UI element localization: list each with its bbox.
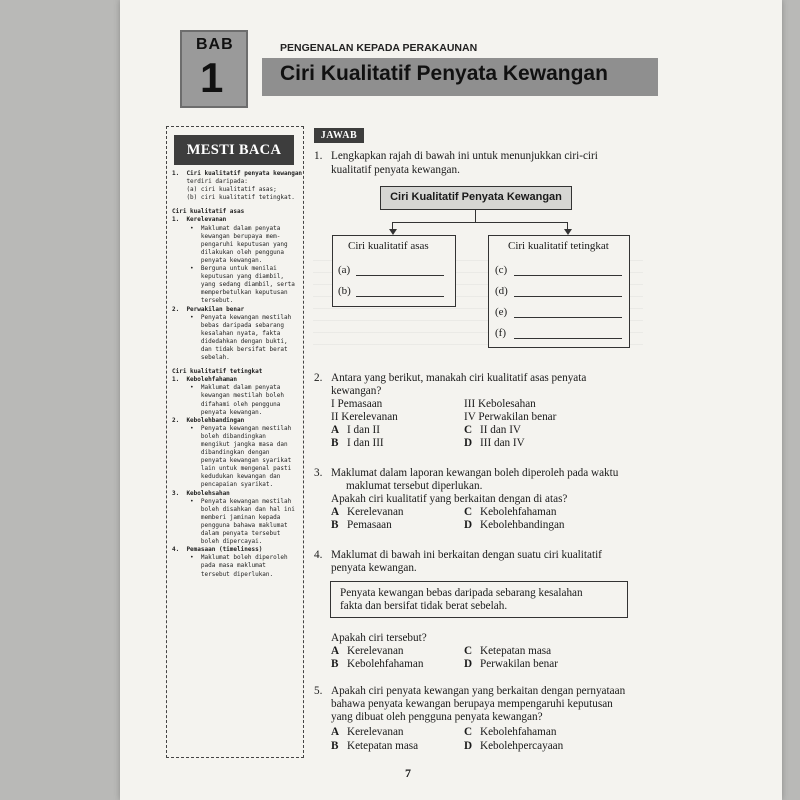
q5-option-letter: C [464, 726, 473, 738]
q4-text-line3: Apakah ciri tersebut? [331, 632, 427, 644]
q3-option-text[interactable]: Kebolehfahaman [480, 506, 557, 518]
sidebar-note-line: kesalahan nyata, fakta [172, 329, 281, 337]
sidebar-note-line: boleh disahkan dan hal ini [172, 505, 295, 513]
q2-option-text[interactable]: III dan IV [480, 437, 525, 449]
sidebar-note-line: didedahkan dengan bukti, [172, 337, 288, 345]
q3-text-line1: Maklumat dalam laporan kewangan boleh diperoleh pada waktu [331, 467, 619, 479]
q4-option-letter: A [331, 645, 340, 657]
sidebar-note-line: 1. Kebolehfahaman [172, 376, 238, 384]
sidebar-note-line: 1. Ciri kualitatif penyata kewangan [172, 170, 303, 177]
sidebar-note-line: tersebut. [172, 297, 234, 305]
q5-option-letter: A [331, 726, 340, 738]
q5-text-line1: Apakah ciri penyata kewangan yang berkaitan dengan pernyataan [331, 685, 626, 697]
sidebar-note-line: terdiri daripada: [172, 178, 248, 186]
sidebar-note-line: pencapaian syarikat. [172, 481, 274, 489]
q4-option-text[interactable]: Ketepatan masa [480, 645, 552, 657]
sidebar-note-line: Ciri kualitatif asas [172, 208, 245, 216]
sidebar-note-line: keputusan yang diambil, [172, 273, 284, 281]
sidebar-note-line: 4. Pemasaan (timeliness) [172, 546, 263, 554]
sidebar-note-line: kewangan mestilah boleh [172, 392, 284, 400]
sidebar-note-line: 1. Kerelevanan [172, 216, 227, 224]
answer-label-a: (a) [338, 264, 351, 276]
sidebar-note-line: penyata kewangan. [172, 256, 263, 264]
answer-blank-c[interactable] [514, 275, 622, 276]
sidebar-note-line: penyata kewangan syarikat [172, 457, 292, 465]
jawab-label: JAWAB [314, 128, 364, 143]
q2-option-letter: C [464, 424, 473, 436]
q2-option-text[interactable]: II dan IV [480, 424, 522, 436]
q1-number: 1. [314, 150, 323, 162]
q3-text-line2: maklumat tersebut diperlukan. [346, 480, 483, 492]
sidebar-note-line: mengikut jangka masa dan [172, 441, 288, 448]
q2-text-line1: Antara yang berikut, manakah ciri kualitatif asas penyata [331, 372, 587, 384]
sidebar-note-line: dibandingkan dengan [172, 449, 270, 457]
sidebar-note-line: 2. Kebolehbandingan [172, 416, 245, 424]
q4-option-text[interactable]: Kerelevanan [347, 645, 404, 657]
unit-subtitle: PENGENALAN KEPADA PERAKAUNAN [280, 42, 478, 54]
sidebar-note-line: boleh dibandingkan [172, 432, 266, 440]
q5-number: 5. [314, 685, 323, 697]
sidebar-note-line: tersebut diperlukan. [172, 570, 274, 578]
q4-option-text[interactable]: Perwakilan benar [480, 658, 558, 670]
q4-text-line2: penyata kewangan. [331, 562, 417, 574]
q2-option-letter: D [464, 437, 473, 449]
sidebar-note-line: • Penyata kewangan mestilah [172, 497, 292, 505]
q5-option-text[interactable]: Ketepatan masa [347, 740, 419, 752]
q2-statement: IV Perwakilan benar [464, 411, 557, 423]
q2-statement: II Kerelevanan [331, 411, 398, 423]
sidebar-note-line: • Berguna untuk menilai [172, 265, 277, 273]
q5-text-line2: bahawa penyata kewangan berupaya mempengaruhi keputusan [331, 698, 613, 710]
answer-blank-d[interactable] [514, 296, 622, 297]
sidebar-note-line: • Maklumat dalam penyata [172, 224, 281, 232]
q1-text-line1: Lengkapkan rajah di bawah ini untuk menunjukkan ciri-ciri [331, 150, 598, 162]
q3-number: 3. [314, 467, 323, 479]
answer-label-e: (e) [495, 306, 508, 318]
sidebar-note-line: dalam penyata tersebut [172, 530, 281, 538]
answer-blank-a[interactable] [356, 275, 444, 276]
answer-label-d: (d) [495, 285, 508, 297]
sidebar-note-line: memperbetulkan keputusan [172, 289, 288, 297]
q5-option-text[interactable]: Kebolehpercayaan [480, 740, 564, 752]
sidebar-note-line: (a) ciri kualitatif asas; [172, 186, 277, 194]
sidebar-note-line: sebelah. [172, 354, 230, 362]
chapter-number: 1 [200, 54, 224, 101]
q5-option-letter: B [331, 740, 339, 752]
sidebar-notes [172, 170, 303, 579]
sidebar-note-line: kedudukan kewangan dan [172, 473, 281, 481]
q4-option-letter: C [464, 645, 473, 657]
q4-box-line1: Penyata kewangan bebas daripada sebarang kesalahan [340, 587, 583, 599]
sidebar-note-line: dan tidak bersifat berat [172, 345, 288, 353]
sidebar-note-line: • Maklumat dalam penyata [172, 384, 281, 392]
diagram-title-box: Ciri Kualitatif Penyata Kewangan [380, 186, 572, 210]
sidebar-note-line: pengaruhi keputusan yang [172, 240, 288, 248]
q2-option-text[interactable]: I dan II [347, 424, 380, 436]
q2-text-line2: kewangan? [331, 385, 382, 397]
q3-option-letter: C [464, 506, 473, 518]
sidebar-note-line: memberi jaminan kepada [172, 513, 281, 521]
q3-option-letter: D [464, 519, 473, 531]
sidebar-note-line: (b) ciri kualitatif tetingkat. [172, 194, 295, 202]
sidebar-note-line: 2. Perwakilan benar [172, 305, 245, 313]
q1-text-line2: kualitatif penyata kewangan. [331, 164, 460, 176]
sidebar-note-line: penyata kewangan. [172, 408, 263, 416]
chapter-label: BAB [196, 36, 234, 53]
sidebar-note-line: boleh dipercayai. [172, 538, 263, 546]
q4-option-letter: B [331, 658, 339, 670]
q5-option-letter: D [464, 740, 473, 752]
sidebar-note-line: dilakukan oleh pengguna [172, 248, 284, 256]
q3-option-text[interactable]: Kebolehbandingan [480, 519, 565, 531]
sidebar-note-line: Ciri kualitatif tetingkat [172, 368, 263, 376]
answer-blank-b[interactable] [356, 296, 444, 297]
q4-number: 4. [314, 549, 323, 561]
sidebar-note-line: lain untuk mengenal pasti [172, 465, 292, 473]
sidebar-heading: MESTI BACA [174, 135, 294, 165]
answer-label-c: (c) [495, 264, 508, 276]
sidebar-note-line: bebas daripada sebarang [172, 321, 284, 329]
answer-label-b: (b) [338, 285, 351, 297]
sidebar-note-line: pada masa maklumat [172, 562, 266, 570]
q3-option-text[interactable]: Pemasaan [347, 519, 392, 531]
q4-option-text[interactable]: Kebolehfahaman [347, 658, 424, 670]
q2-option-letter: B [331, 437, 339, 449]
sidebar-note-line: yang sedang diambil, serta [172, 281, 295, 289]
q2-statement: I Pemasaan [331, 398, 383, 410]
q3-option-letter: A [331, 506, 340, 518]
sidebar-note-line: pengguna bahawa maklumat [172, 521, 288, 529]
q5-option-text[interactable]: Kerelevanan [347, 726, 404, 738]
q3-option-letter: B [331, 519, 339, 531]
q2-option-text[interactable]: I dan III [347, 437, 384, 449]
sidebar-note-line: • Penyata kewangan mestilah [172, 313, 292, 321]
page-number: 7 [405, 766, 411, 780]
q2-number: 2. [314, 372, 323, 384]
q5-text-line3: yang dibuat oleh pengguna penyata kewangan? [331, 711, 543, 723]
sidebar-note-line: • Maklumat boleh diperoleh [172, 554, 288, 562]
answer-label-f: (f) [495, 327, 506, 339]
sidebar-note-line: kewangan berupaya mem- [172, 232, 281, 240]
q4-box-line2: fakta dan bersifat tidak berat sebelah. [340, 600, 508, 612]
sidebar-note-line: 3. Kebolehsahan [172, 489, 230, 497]
q3-text-line3: Apakah ciri kualitatif yang berkaitan dengan di atas? [331, 493, 568, 505]
diagram-connector [392, 222, 568, 223]
q2-statement: III Kebolesahan [464, 398, 536, 410]
sidebar-note-line: difahami oleh pengguna [172, 400, 281, 408]
enhancing-qualities-title: Ciri kualitatif tetingkat [508, 240, 609, 252]
q4-option-letter: D [464, 658, 473, 670]
answer-blank-e[interactable] [514, 317, 622, 318]
page-title: Ciri Kualitatif Penyata Kewangan [280, 62, 608, 85]
q3-option-text[interactable]: Kerelevanan [347, 506, 404, 518]
q5-option-text[interactable]: Kebolehfahaman [480, 726, 557, 738]
answer-blank-f[interactable] [514, 338, 622, 339]
sidebar-note-line: • Penyata kewangan mestilah [172, 424, 292, 432]
basic-qualities-title: Ciri kualitatif asas [348, 240, 429, 252]
q4-text-line1: Maklumat di bawah ini berkaitan dengan suatu ciri kualitatif [331, 549, 602, 561]
q2-option-letter: A [331, 424, 340, 436]
